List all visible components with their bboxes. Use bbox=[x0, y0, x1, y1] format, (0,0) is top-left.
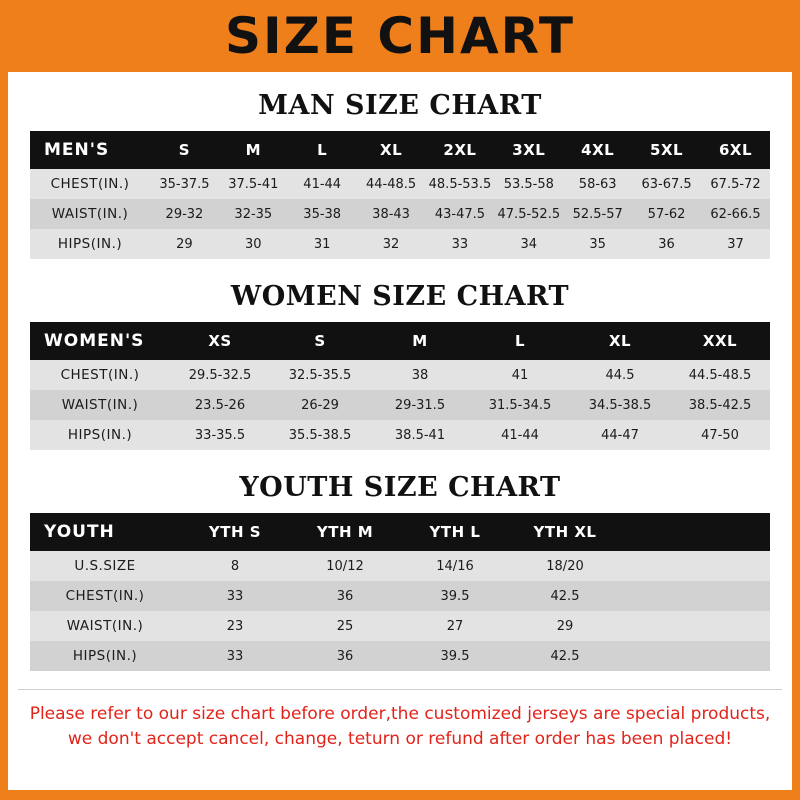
women-cell-0-4: 44.5 bbox=[605, 367, 635, 383]
man-cell-2-8: 37 bbox=[727, 236, 744, 252]
youth-cell-0-1: 10/12 bbox=[326, 558, 364, 574]
table-header-row bbox=[30, 131, 770, 169]
man-cell-0-0: 35-37.5 bbox=[159, 176, 210, 192]
man-cell-1-6: 52.5-57 bbox=[572, 206, 623, 222]
women-row-1-label: WAIST(IN.) bbox=[61, 397, 139, 413]
youth-cell-3-spacer bbox=[620, 641, 770, 671]
youth-section-title: YOUTH SIZE CHART bbox=[239, 472, 561, 503]
man-cell-2-5: 34 bbox=[520, 236, 538, 252]
youth-cell-3-0: 33 bbox=[226, 648, 244, 664]
table-row bbox=[30, 611, 770, 641]
man-row-0-label: CHEST(IN.) bbox=[50, 176, 130, 192]
man-size-table-wrap bbox=[30, 131, 770, 259]
man-cell-2-0: 29 bbox=[176, 236, 193, 252]
youth-cell-3-3: 42.5 bbox=[550, 648, 580, 664]
women-cell-0-5: 44.5-48.5 bbox=[688, 367, 752, 383]
women-table-body bbox=[30, 360, 770, 450]
youth-header-cell-4: YTH XL bbox=[510, 513, 620, 551]
youth-header-spacer bbox=[620, 513, 770, 551]
youth-cell-0-0: 8 bbox=[230, 558, 240, 574]
man-cell-0-3: 44-48.5 bbox=[365, 176, 417, 192]
women-cell-1-3: 31.5-34.5 bbox=[488, 397, 552, 413]
man-cell-0-2: 41-44 bbox=[303, 176, 342, 192]
footer-note-line-2: we don't accept cancel, change, teturn or refund after order has been placed! bbox=[67, 728, 733, 749]
man-cell-0-8: 67.5-72 bbox=[710, 176, 761, 192]
women-header-cell-6: XXL bbox=[670, 322, 770, 360]
youth-cell-1-2: 39.5 bbox=[440, 588, 470, 604]
man-cell-1-8: 62-66.5 bbox=[710, 206, 761, 222]
youth-cell-3-1: 36 bbox=[336, 648, 354, 664]
women-header-cell-0: WOMEN'S bbox=[30, 322, 170, 360]
man-cell-2-2: 31 bbox=[313, 236, 331, 252]
youth-cell-1-1: 36 bbox=[336, 588, 354, 604]
women-cell-0-2: 38 bbox=[411, 367, 429, 383]
youth-header-cell-0: YOUTH bbox=[30, 513, 180, 551]
youth-cell-1-3: 42.5 bbox=[550, 588, 580, 604]
table-row bbox=[30, 360, 770, 390]
youth-cell-1-0: 33 bbox=[226, 588, 244, 604]
women-cell-0-1: 32.5-35.5 bbox=[288, 367, 352, 383]
youth-cell-2-spacer bbox=[620, 611, 770, 641]
women-header-cell-5: XL bbox=[570, 322, 670, 360]
man-header-cell-5: 2XL bbox=[426, 131, 495, 169]
man-cell-2-7: 36 bbox=[658, 236, 675, 252]
man-cell-1-0: 29-32 bbox=[165, 206, 204, 222]
women-cell-2-3: 41-44 bbox=[501, 427, 539, 443]
youth-row-0-label: U.S.SIZE bbox=[74, 558, 136, 574]
man-section-title: MAN SIZE CHART bbox=[258, 90, 542, 121]
man-cell-2-6: 35 bbox=[589, 236, 606, 252]
table-header-row bbox=[30, 513, 770, 551]
man-cell-1-3: 38-43 bbox=[372, 206, 410, 222]
women-row-0-label: CHEST(IN.) bbox=[60, 367, 140, 383]
women-cell-0-3: 41 bbox=[511, 367, 529, 383]
women-row-2-label: HIPS(IN.) bbox=[67, 427, 133, 443]
man-size-table bbox=[30, 131, 770, 259]
man-header-cell-2: M bbox=[219, 131, 288, 169]
women-header-cell-4: L bbox=[470, 322, 570, 360]
man-header-cell-6: 3XL bbox=[494, 131, 563, 169]
bottom-accent-band bbox=[0, 790, 800, 800]
man-header-cell-3: L bbox=[288, 131, 357, 169]
man-cell-1-4: 43-47.5 bbox=[434, 206, 486, 222]
youth-row-3-label: HIPS(IN.) bbox=[72, 648, 138, 664]
man-table-header bbox=[30, 131, 770, 169]
youth-table-header bbox=[30, 513, 770, 551]
man-row-2-label: HIPS(IN.) bbox=[57, 236, 123, 252]
man-cell-1-5: 47.5-52.5 bbox=[497, 206, 561, 222]
man-header-cell-7: 4XL bbox=[563, 131, 632, 169]
women-cell-1-2: 29-31.5 bbox=[394, 397, 446, 413]
youth-header-cell-3: YTH L bbox=[400, 513, 510, 551]
youth-cell-3-2: 39.5 bbox=[440, 648, 470, 664]
women-cell-1-1: 26-29 bbox=[301, 397, 339, 413]
man-cell-2-3: 32 bbox=[382, 236, 400, 252]
women-cell-2-5: 47-50 bbox=[701, 427, 739, 443]
man-cell-1-2: 35-38 bbox=[303, 206, 342, 222]
women-cell-1-5: 38.5-42.5 bbox=[688, 397, 752, 413]
women-cell-1-4: 34.5-38.5 bbox=[588, 397, 652, 413]
man-cell-0-5: 53.5-58 bbox=[503, 176, 554, 192]
women-header-cell-2: S bbox=[270, 322, 370, 360]
youth-cell-2-1: 25 bbox=[336, 618, 354, 634]
women-size-table-wrap bbox=[30, 322, 770, 450]
youth-header-cell-1: YTH S bbox=[180, 513, 290, 551]
man-cell-0-1: 37.5-41 bbox=[228, 176, 279, 192]
table-row bbox=[30, 551, 770, 581]
table-row bbox=[30, 390, 770, 420]
table-row bbox=[30, 581, 770, 611]
table-row bbox=[30, 641, 770, 671]
page-title: SIZE CHART bbox=[224, 7, 576, 65]
man-cell-1-1: 32-35 bbox=[234, 206, 273, 222]
man-header-cell-8: 5XL bbox=[632, 131, 701, 169]
women-table-header bbox=[30, 322, 770, 360]
women-cell-0-0: 29.5-32.5 bbox=[188, 367, 252, 383]
youth-size-table bbox=[30, 513, 770, 671]
women-cell-2-2: 38.5-41 bbox=[394, 427, 446, 443]
footer-note bbox=[18, 689, 782, 751]
women-cell-2-0: 33-35.5 bbox=[194, 427, 246, 443]
youth-cell-2-3: 29 bbox=[556, 618, 574, 634]
man-cell-0-6: 58-63 bbox=[578, 176, 617, 192]
youth-cell-0-spacer bbox=[620, 551, 770, 581]
man-cell-2-1: 30 bbox=[245, 236, 262, 252]
man-cell-1-7: 57-62 bbox=[647, 206, 686, 222]
footer-note-line-1: Please refer to our size chart before order,the customized jerseys are special products, bbox=[29, 704, 771, 724]
youth-cell-0-2: 14/16 bbox=[436, 558, 474, 574]
man-cell-0-7: 63-67.5 bbox=[641, 176, 692, 192]
women-size-table bbox=[30, 322, 770, 450]
youth-size-table-wrap bbox=[30, 513, 770, 671]
man-header-cell-9: 6XL bbox=[701, 131, 770, 169]
youth-cell-0-3: 18/20 bbox=[546, 558, 584, 574]
youth-row-1-label: CHEST(IN.) bbox=[65, 588, 145, 604]
women-header-cell-3: M bbox=[370, 322, 470, 360]
man-cell-0-4: 48.5-53.5 bbox=[428, 176, 492, 192]
man-table-body bbox=[30, 169, 770, 259]
table-row bbox=[30, 229, 770, 259]
table-row bbox=[30, 420, 770, 450]
women-cell-1-0: 23.5-26 bbox=[194, 397, 246, 413]
table-header-row bbox=[30, 322, 770, 360]
man-row-1-label: WAIST(IN.) bbox=[51, 206, 129, 222]
youth-cell-2-2: 27 bbox=[446, 618, 464, 634]
header-band bbox=[0, 0, 800, 72]
women-header-cell-1: XS bbox=[170, 322, 270, 360]
women-cell-2-1: 35.5-38.5 bbox=[288, 427, 352, 443]
man-header-cell-0: MEN'S bbox=[30, 131, 150, 169]
youth-table-body bbox=[30, 551, 770, 671]
man-header-cell-1: S bbox=[150, 131, 219, 169]
women-section-title: WOMEN SIZE CHART bbox=[230, 281, 570, 312]
man-header-cell-4: XL bbox=[357, 131, 426, 169]
table-row bbox=[30, 199, 770, 229]
youth-row-2-label: WAIST(IN.) bbox=[66, 618, 144, 634]
man-cell-2-4: 33 bbox=[451, 236, 469, 252]
youth-header-cell-2: YTH M bbox=[290, 513, 400, 551]
women-cell-2-4: 44-47 bbox=[601, 427, 639, 443]
youth-cell-2-0: 23 bbox=[226, 618, 244, 634]
youth-cell-1-spacer bbox=[620, 581, 770, 611]
table-row bbox=[30, 169, 770, 199]
